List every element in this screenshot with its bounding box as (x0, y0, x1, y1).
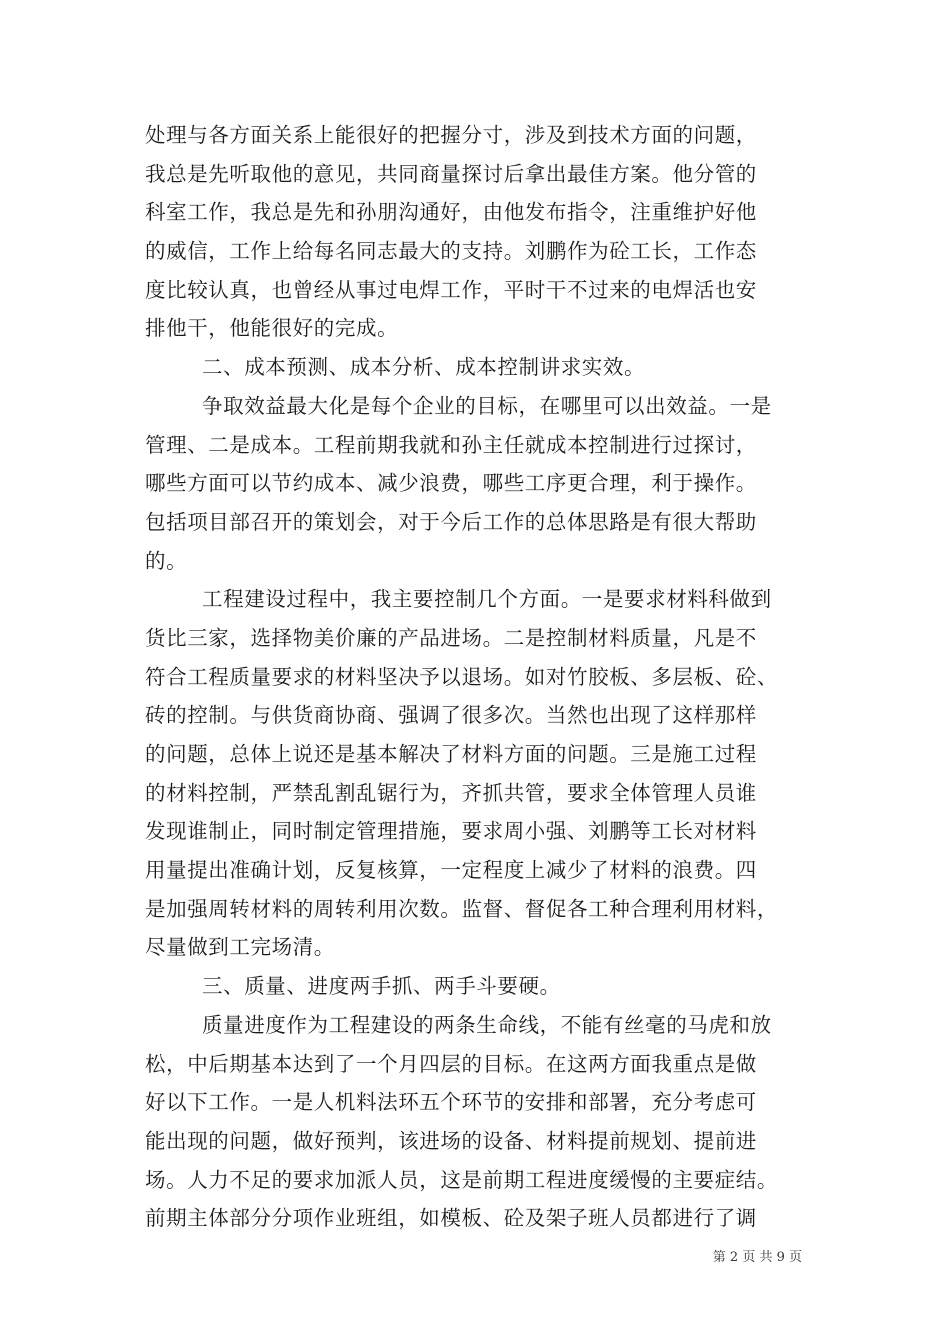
text-line: 场。人力不足的要求加派人员，这是前期工程进度缓慢的主要症结。 (145, 1167, 778, 1192)
text-line: 科室工作，我总是先和孙朋沟通好，由他发布指令，注重维护好他 (145, 200, 757, 225)
page-footer: 第 2 页 共 9 页 (712, 1250, 802, 1265)
text-line: 二、成本预测、成本分析、成本控制讲求实效。 (202, 355, 646, 380)
text-line: 管理、二是成本。工程前期我就和孙主任就成本控制进行过探讨， (145, 432, 757, 457)
text-line: 好以下工作。一是人机料法环五个环节的安排和部署，充分考虑可 (145, 1090, 757, 1115)
text-line: 三、质量、进度两手抓、两手斗要硬。 (202, 974, 561, 999)
text-line: 能出现的问题，做好预判，该进场的设备、材料提前规划、提前进 (145, 1128, 757, 1153)
text-line: 尽量做到工完场清。 (145, 935, 335, 960)
text-line: 是加强周转材料的周转利用次数。监督、督促各工种合理利用材料， (145, 896, 778, 921)
text-line: 哪些方面可以节约成本、减少浪费，哪些工序更合理，利于操作。 (145, 471, 757, 496)
document-body (145, 116, 825, 1238)
text-line: 我总是先听取他的意见，共同商量探讨后拿出最佳方案。他分管的 (145, 161, 757, 186)
text-line: 用量提出准确计划，反复核算，一定程度上减少了材料的浪费。四 (145, 858, 757, 883)
text-line: 工程建设过程中，我主要控制几个方面。一是要求材料科做到 (202, 587, 772, 612)
text-line: 的问题，总体上说还是基本解决了材料方面的问题。三是施工过程 (145, 742, 757, 766)
text-line: 的材料控制，严禁乱割乱锯行为，齐抓共管，要求全体管理人员谁 (145, 780, 757, 805)
text-line: 度比较认真，也曾经从事过电焊工作，平时干不过来的电焊活也安 (145, 277, 757, 302)
text-line: 包括项目部召开的策划会，对于今后工作的总体思路是有很大帮助 (145, 509, 757, 534)
text-line: 前期主体部分分项作业班组，如模板、砼及架子班人员都进行了调 (145, 1206, 757, 1231)
text-line: 砖的控制。与供货商协商、强调了很多次。当然也出现了这样那样 (145, 703, 757, 728)
text-line: 排他干，他能很好的完成。 (145, 316, 399, 341)
text-line: 的。 (145, 548, 188, 573)
text-line: 货比三家，选择物美价廉的产品进场。二是控制材料质量，凡是不 (145, 625, 757, 650)
text-line: 松，中后期基本达到了一个月四层的目标。在这两方面我重点是做 (145, 1051, 757, 1076)
text-line: 的威信，工作上给每名同志最大的支持。刘鹏作为砼工长，工作态 (145, 239, 757, 264)
text-line: 争取效益最大化是每个企业的目标，在哪里可以出效益。一是 (202, 393, 772, 418)
text-line: 发现谁制止，同时制定管理措施，要求周小强、刘鹏等工长对材料 (145, 819, 757, 844)
text-line: 处理与各方面关系上能很好的把握分寸，涉及到技术方面的问题， (145, 123, 757, 147)
text-line: 质量进度作为工程建设的两条生命线，不能有丝毫的马虎和放 (202, 1012, 772, 1037)
text-line: 符合工程质量要求的材料坚决予以退场。如对竹胶板、多层板、砼、 (145, 664, 778, 689)
